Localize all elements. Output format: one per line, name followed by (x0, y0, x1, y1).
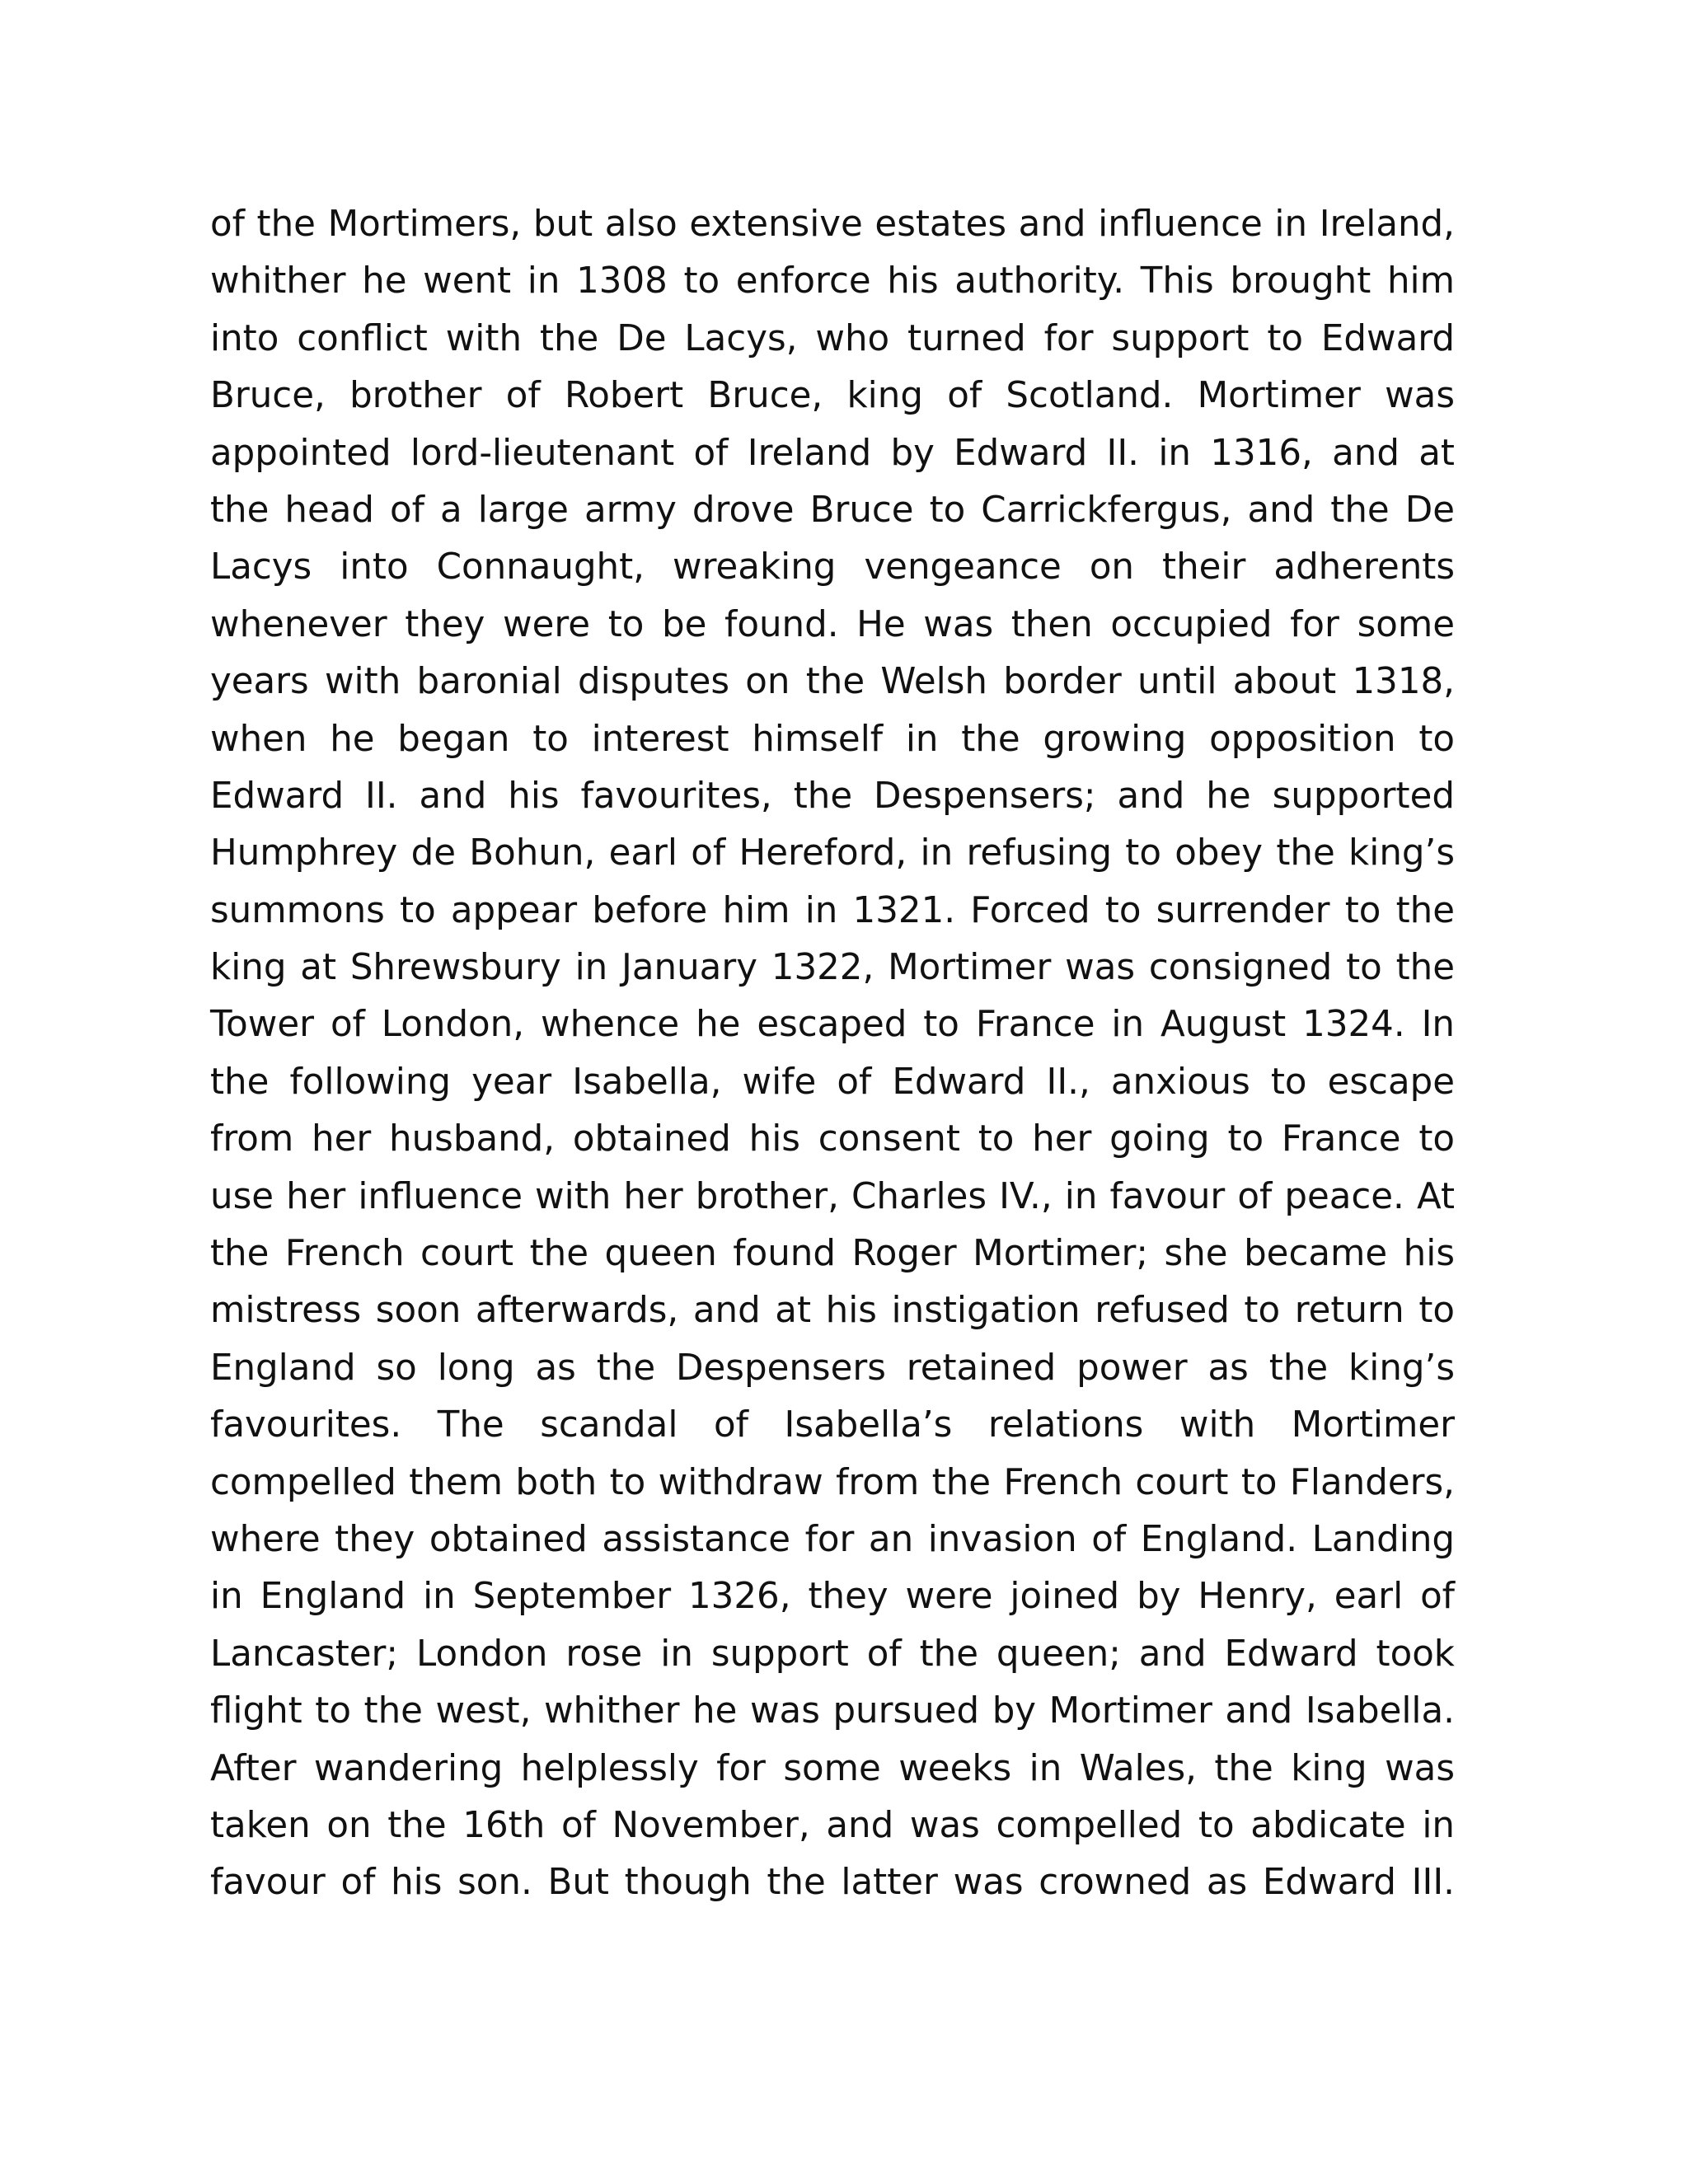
text-line: Tower of London, whence he escaped to France in August 1324. In (210, 1004, 1455, 1046)
text-line: Humphrey de Bohun, earl of Hereford, in refusing to obey the king’s (210, 832, 1455, 874)
text-line: of the Mortimers, but also extensive estates and influence in Ireland, (210, 204, 1455, 245)
text-line: favour of his son. But though the latter was crowned as Edward III. (210, 1862, 1455, 1904)
text-line: flight to the west, whither he was pursued by Mortimer and Isabella. (210, 1690, 1455, 1732)
text-line: Edward II. and his favourites, the Despensers; and he supported (210, 775, 1455, 817)
text-line: in England in September 1326, they were joined by Henry, earl of (210, 1576, 1455, 1618)
text-line: whenever they were to be found. He was then occupied for some (210, 603, 1455, 645)
text-line: taken on the 16th of November, and was compelled to abdicate in (210, 1804, 1455, 1846)
text-line: compelled them both to withdraw from the French court to Flanders, (210, 1461, 1455, 1503)
text-line: from her husband, obtained his consent to her going to France to (210, 1118, 1455, 1160)
text-line: Lancaster; London rose in support of the queen; and Edward took (210, 1633, 1455, 1675)
text-line: appointed lord-lieutenant of Ireland by Edward II. in 1316, and at (210, 432, 1455, 474)
text-line: use her influence with her brother, Charles IV., in favour of peace. At (210, 1175, 1455, 1217)
text-line: years with baronial disputes on the Welsh border until about 1318, (210, 661, 1455, 703)
text-line: mistress soon afterwards, and at his instigation refused to return to (210, 1290, 1455, 1332)
text-line: whither he went in 1308 to enforce his authority. This brought him (210, 260, 1455, 302)
text-line: Bruce, brother of Robert Bruce, king of Scotland. Mortimer was (210, 375, 1455, 417)
text-line: summons to appear before him in 1321. Forced to surrender to the (210, 889, 1455, 931)
text-line: After wandering helplessly for some weeks in Wales, the king was (210, 1747, 1455, 1789)
text-line: Lacys into Connaught, wreaking vengeance on their adherents (210, 546, 1455, 588)
text-line: where they obtained assistance for an invasion of England. Landing (210, 1518, 1455, 1560)
text-line: the French court the queen found Roger Mortimer; she became his (210, 1233, 1455, 1275)
text-line: the head of a large army drove Bruce to Carrickfergus, and the De (210, 489, 1455, 531)
text-line: into conflict with the De Lacys, who turned for support to Edward (210, 317, 1455, 359)
text-line: England so long as the Despensers retained power as the king’s (210, 1347, 1455, 1389)
text-line: favourites. The scandal of Isabella’s relations with Mortimer (210, 1404, 1455, 1446)
body-paragraph (210, 196, 1455, 1912)
text-line: when he began to interest himself in the growing opposition to (210, 718, 1455, 760)
text-line: the following year Isabella, wife of Edward II., anxious to escape (210, 1061, 1455, 1103)
text-line: king at Shrewsbury in January 1322, Mortimer was consigned to the (210, 947, 1455, 989)
